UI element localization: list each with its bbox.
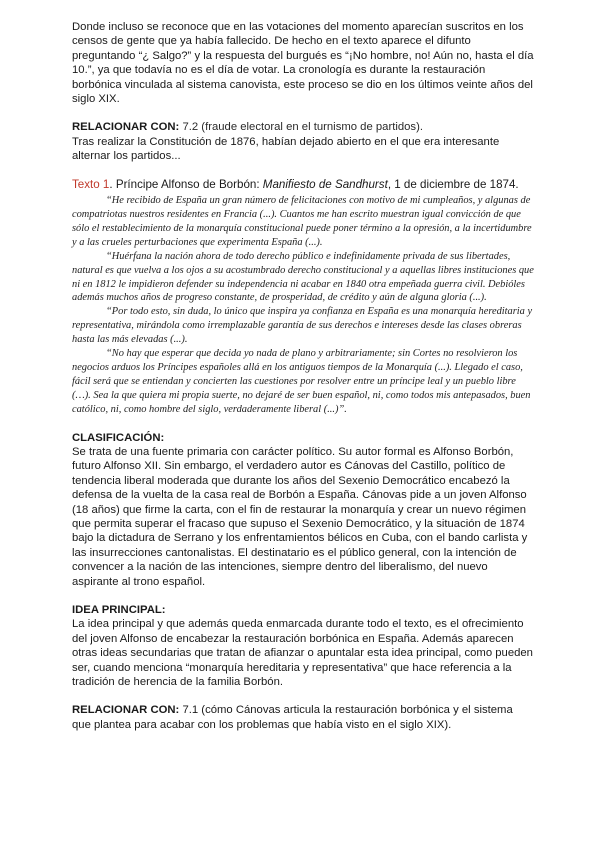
- quote-block: [72, 194, 534, 417]
- texto1-label: Texto 1: [72, 177, 110, 191]
- relacionar-ref-1: 7.2 (fraude electoral en el turnismo de partidos).: [179, 121, 423, 134]
- relacionar-section-1: [72, 120, 534, 163]
- texto1-date: , 1 de diciembre de 1874.: [387, 177, 519, 191]
- quote-paragraph-2: “Huérfana la nación ahora de todo derecho público e indefinidamente privada de sus libertades, natural es que vuelva a los ojos a su acostumbrado derecho constitucional y a aquellas libres instituciones que ni en 1812 le impidieron defender su independencia ni acabar en 1840 otra empeñada guerra civil. Debióles además muchos años de progreso constante, de prosperidad, de crédito y aún de alguna gloria (...).: [72, 250, 534, 304]
- texto1-title: [72, 178, 534, 192]
- relacionar-label-2: RELACIONAR CON:: [72, 704, 180, 717]
- clasificacion-title: CLASIFICACIÓN:: [72, 431, 165, 444]
- relacionar-ref-2: 7.1 (cómo Cánovas articula la restauración borbónica y el sistema que plantea para acabar con los problemas que había visto en el siglo XIX).: [72, 704, 513, 731]
- relacionar-label-1: RELACIONAR CON:: [72, 121, 180, 134]
- relacionar-text-1: Tras realizar la Constitución de 1876, habían dejado abierto en el que era interesante alternar los partidos...: [72, 135, 500, 163]
- intro-paragraph: Donde incluso se reconoce que en las votaciones del momento aparecían suscritos en los censos de gente que ya había fallecido. De hecho en el texto aparece el difunto preguntando “¿ Salgo?” y la respuesta del burgués es “¡No hombre, no! Aún no, hasta el día 10.”, ya que todavía no es el día de votar. La cronología es durante la restauración borbónica vinculada al sistema canovista, este proceso se dio en los últimos veinte años del siglo XIX.: [72, 21, 534, 106]
- idea-principal-text: La idea principal y que además queda enmarcada durante todo el texto, es el ofrecimiento del joven Alfonso de encabezar la restauración borbónica en España. Además aparecen otras ideas secundarias que tratan de afianzar o apuntalar esta idea principal, como pueden ser, cuando menciona “monarquía hereditaria y representativa” que hace referencia a la tradición de herencia de la familia Borbón.: [72, 618, 533, 689]
- quote-paragraph-1: “He recibido de España un gran número de felicitaciones con motivo de mi cumpleaños, y algunas de compatriotas nuestros residentes en Francia (...). Cuantos me han escrito muestran igual convicción de que sólo el restablecimiento de la monarquía constitucional puede poner término a la opresión, a la incertidumbre y a las crueles perturbaciones que experimenta España (...).: [72, 195, 532, 248]
- relacionar-line-2: [72, 703, 534, 732]
- quote-paragraph-3: “Por todo esto, sin duda, lo único que inspira ya confianza en España es una monarquía hereditaria y representativa, mirándola como irremplazable garantía de sus derechos e intereses desde las clases obreras hasta las más elevadas (...).: [72, 306, 533, 346]
- quote-paragraph-4: “No hay que esperar que decida yo nada de plano y arbitrariamente; sin Cortes no resolvieron los negocios arduos los Príncipes españoles allá en los antiguos tiempos de la Monarquía (...). Llegado el caso, fácil será que se entiendan y concierten las cuestiones por resolver entre un príncipe leal y un pueblo libre (…). Sea la que quiera mi propia suerte, no dejaré de ser buen español, ni, como todos mis antepasados, buen católico, ni, como hombre del siglo, verdaderamente liberal (...)”.: [72, 348, 531, 415]
- relacionar-line-1: [72, 120, 534, 134]
- texto1-prefix: . Príncipe Alfonso de Borbón:: [109, 177, 263, 191]
- idea-principal-title: IDEA PRINCIPAL:: [72, 604, 166, 617]
- document-page: [72, 20, 534, 732]
- clasificacion-text: Se trata de una fuente primaria con carácter político. Su autor formal es Alfonso Borbón, futuro Alfonso XII. Sin embargo, el verdadero autor es Cánovas del Castillo, político de tendencia liberal moderada que durante los años del Sexenio Democrático encabezó la defensa de la vuelta de la casa real de Borbón a España. Cánovas pide a un joven Alfonso (18 años) que firme la carta, con el fin de restaurar la monarquía y crear un nuevo régimen que permita superar el fracaso que supuso el Sexenio Democrático, y la situación de 1874 bajo la dictadura de Serrano y los enfrentamientos bélicos en Cuba, con el bando carlista y las insurrecciones cantonalistas. El destinatario es el público general, con la intención de convencer a la nación de las intenciones, siempre dentro del liberalismo, del nuevo aspirante al trono español.: [72, 445, 528, 588]
- texto1-source: Manifiesto de Sandhurst: [262, 177, 388, 191]
